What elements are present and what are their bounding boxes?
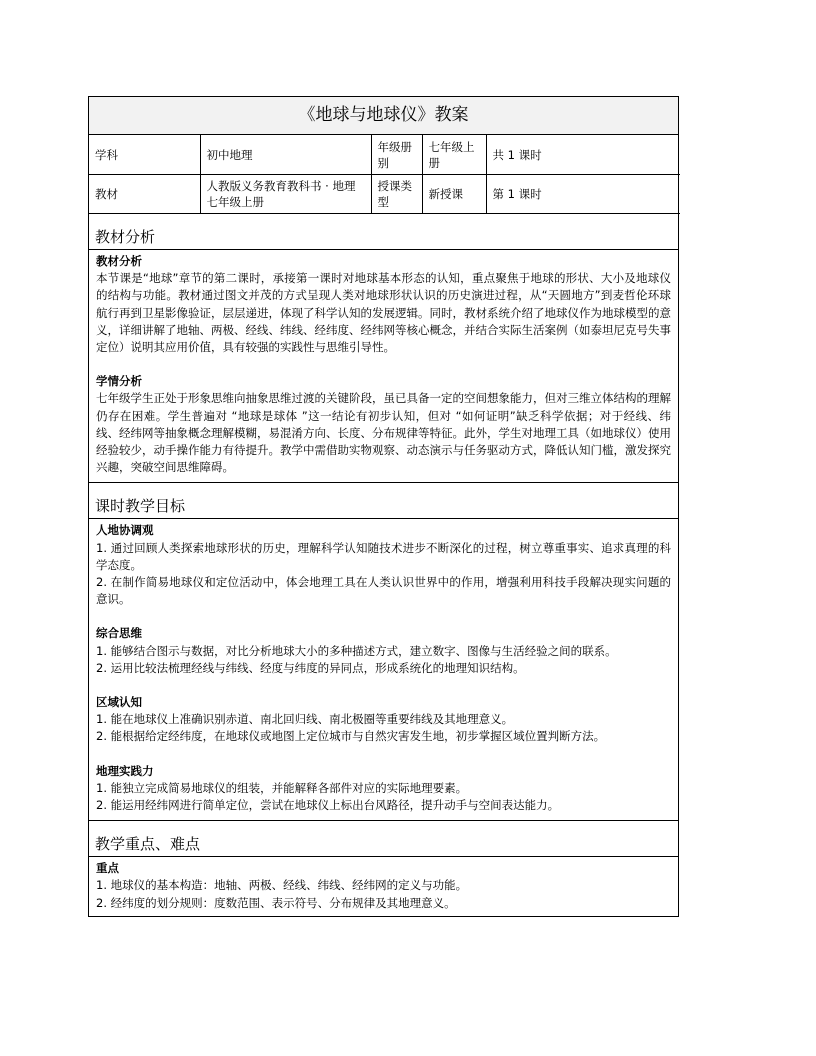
textbook-label: 教材 xyxy=(89,175,200,214)
grade-value: 七年级上册 xyxy=(422,135,486,175)
section-heading-key-points: 教学重点、难点 xyxy=(89,821,678,857)
lesson-type-label: 授课类型 xyxy=(371,175,422,214)
lesson-type-value: 新授课 xyxy=(422,175,486,214)
section-body-goals xyxy=(89,519,678,821)
section-body-analysis xyxy=(89,250,678,483)
goal-item: 1. 能够结合图示与数据，对比分析地球大小的多种描述方式，建立数字、图像与生活经验之间的联系。 xyxy=(96,643,617,658)
goal-item: 2. 运用比较法梳理经线与纬线、经度与纬度的异同点，形成系统化的地理知识结构。 xyxy=(96,660,525,675)
section-heading-goals: 课时教学目标 xyxy=(89,483,678,519)
goal-item: 1. 通过回顾人类探索地球形状的历史，理解科学认知随技术进步不断深化的过程，树立尊重事实、追求真理的科学态度。 xyxy=(96,540,671,572)
subject-value: 初中地理 xyxy=(200,135,371,175)
info-row-textbook xyxy=(89,175,680,214)
subject-label: 学科 xyxy=(89,135,200,175)
textbook-value: 人教版义务教育教科书 · 地理七年级上册 xyxy=(200,175,371,214)
section-heading-analysis: 教材分析 xyxy=(89,214,678,250)
textbook-analysis-text: 本节课是“地球”章节的第二课时，承接第一课时对地球基本形态的认知，重点聚焦于地球的形状、大小及地球仪的结构与功能。教材通过图文并茂的方式呈现人类对地球形状认识的历史演进过程，从“天圆地方”到麦哲伦环球航行再到卫星影像验证，层层递进，体现了科学认知的发展逻辑。同时，教材系统介绍了地球仪作为地球模型的意义，详细讲解了地轴、两极、经线、纬线、经纬度、经纬网等核心概念，并结合实际生活案例（如泰坦尼克号失事定位）说明其应用价值，具有较强的实践性与思维引导性。 xyxy=(96,271,671,355)
goal-item: 2. 能运用经纬网进行简单定位，尝试在地球仪上标出台风路径，提升动手与空间表达能力。 xyxy=(96,798,560,813)
subheading-goal-integrated-thinking: 综合思维 xyxy=(96,626,142,641)
subheading-student-analysis: 学情分析 xyxy=(96,374,142,389)
lesson-number: 第 1 课时 xyxy=(486,175,680,214)
subheading-goal-human-earth: 人地协调观 xyxy=(96,523,154,538)
document-title: 《地球与地球仪》教案 xyxy=(89,97,678,135)
goal-item: 2. 能根据给定经纬度，在地球仪或地图上定位城市与自然灾害发生地，初步掌握区域位置判断方法。 xyxy=(96,729,606,744)
key-point-item: 2. 经纬度的划分规则：度数范围、表示符号、分布规律及其地理意义。 xyxy=(96,895,456,910)
subheading-key-points: 重点 xyxy=(96,861,119,876)
goal-item: 1. 能独立完成简易地球仪的组装，并能解释各部件对应的实际地理要素。 xyxy=(96,780,468,795)
info-row-subject xyxy=(89,135,680,175)
student-analysis-text: 七年级学生正处于形象思维向抽象思维过渡的关键阶段，虽已具备一定的空间想象能力，但对三维立体结构的理解仍存在困难。学生普遍对 “地球是球体 ”这一结论有初步认知，但对 “如何证明”缺乏科学依据；对于经线、纬线、经纬网等抽象概念理解模糊，易混淆方向、长度、分布规律等特征。此外，学生对地理工具（如地球仪）使用经验较少，动手操作能力有待提升。教学中需借助实物观察、动态演示与任务驱动方式，降低认知门槛，激发探究兴趣，突破空间思维障碍。 xyxy=(96,391,671,475)
subheading-textbook-analysis: 教材分析 xyxy=(96,254,142,268)
lesson-plan-document xyxy=(88,96,679,917)
subheading-goal-practice: 地理实践力 xyxy=(96,763,154,778)
info-table xyxy=(89,135,680,214)
total-hours: 共 1 课时 xyxy=(486,135,680,175)
subheading-goal-regional-cognition: 区域认知 xyxy=(96,695,142,710)
goal-item: 2. 在制作简易地球仪和定位活动中，体会地理工具在人类认识世界中的作用，增强利用科技手段解决现实问题的意识。 xyxy=(96,575,671,607)
key-point-item: 1. 地球仪的基本构造：地轴、两极、经线、纬线、经纬网的定义与功能。 xyxy=(96,878,468,893)
grade-label: 年级册别 xyxy=(371,135,422,175)
goal-item: 1. 能在地球仪上准确识别赤道、南北回归线、南北极圈等重要纬线及其地理意义。 xyxy=(96,712,514,727)
section-body-key-points xyxy=(89,857,678,916)
